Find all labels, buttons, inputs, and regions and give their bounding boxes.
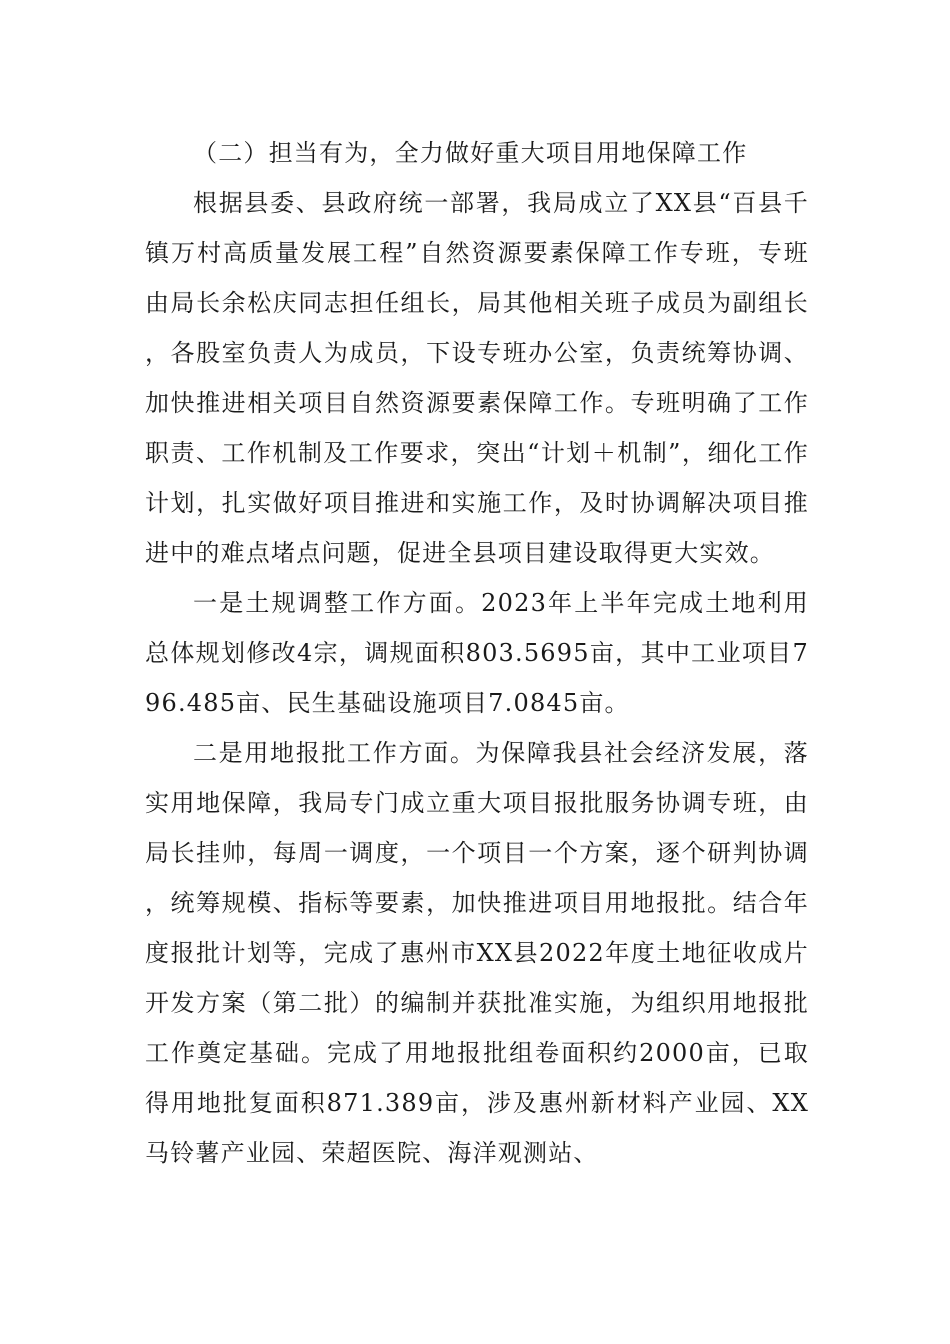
paragraph-land-plan-adjustment: 一是土规调整工作方面。2023年上半年完成土地利用总体规划修改4宗，调规面积803.5695亩，其中工业项目796.485亩、民生基础设施项目7.0845亩。 — [145, 589, 809, 717]
section-heading: （二）担当有为，全力做好重大项目用地保障工作 — [193, 139, 748, 167]
paragraph-land-approval: 二是用地报批工作方面。为保障我县社会经济发展，落实用地保障，我局专门成立重大项目报批服务协调专班，由局长挂帅，每周一调度，一个项目一个方案，逐个研判协调，统筹规模、指标等要素，加快推进项目用地报批。结合年度报批计划等，完成了惠州市XX县2022年度土地征收成片开发方案（第二批）的编制并获批准实施，为组织用地报批工作奠定基础。完成了用地报批组卷面积约2000亩，已取得用地批复面积871.389亩，涉及惠州新材料产业园、XX马铃薯产业园、荣超医院、海洋观测站、 — [145, 739, 809, 1167]
document-body — [145, 128, 809, 1178]
paragraph-work-team: 根据县委、县政府统一部署，我局成立了XX县“百县千镇万村高质量发展工程”自然资源要素保障工作专班，专班由局长余松庆同志担任组长，局其他相关班子成员为副组长，各股室负责人为成员，下设专班办公室，负责统筹协调、加快推进相关项目自然资源要素保障工作。专班明确了工作职责、工作机制及工作要求，突出“计划＋机制”，细化工作计划，扎实做好项目推进和实施工作，及时协调解决项目推进中的难点堵点问题，促进全县项目建设取得更大实效。 — [145, 189, 809, 567]
